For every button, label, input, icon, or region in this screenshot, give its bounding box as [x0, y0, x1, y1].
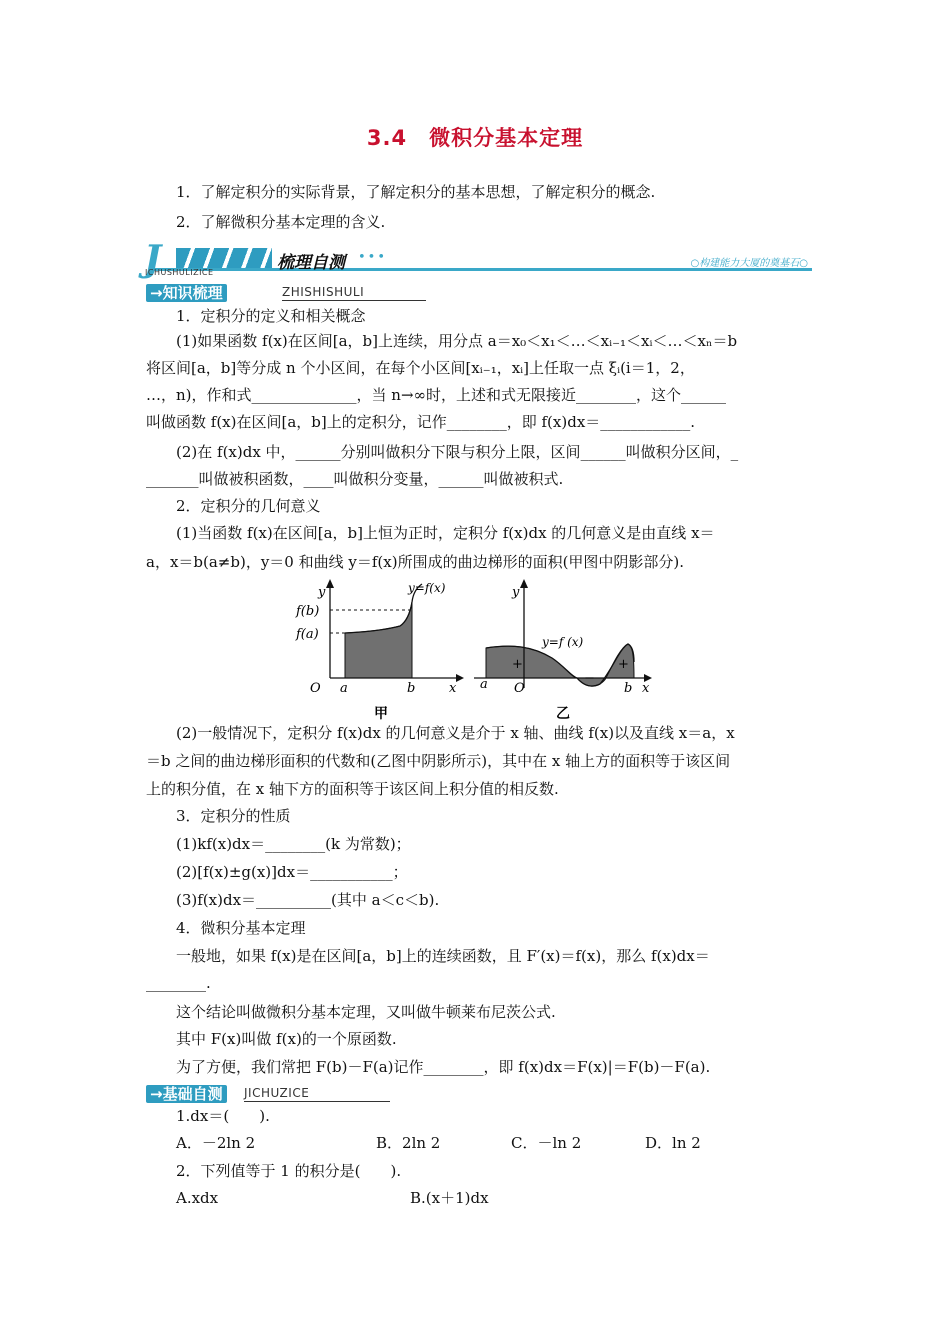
yi-origin-label: O	[514, 681, 525, 696]
banner-stripes	[176, 248, 272, 268]
s3-line3: (3)f(x)dx＝__________(其中 a＜c＜b).	[176, 891, 440, 909]
jia-a-label: a	[340, 681, 348, 696]
yi-plus-left: +	[512, 657, 523, 672]
yi-curve-label: y=f (x)	[542, 635, 584, 649]
figure-yi	[472, 578, 657, 720]
jia-fa-label: f(a)	[296, 627, 319, 642]
yi-y-arrow	[520, 579, 528, 588]
s2-heading: 2．定积分的几何意义	[176, 497, 321, 515]
s1-p1-line1: (1)如果函数 f(x)在区间[a，b]上连续，用分点 a＝x₀＜x₁＜…＜xᵢ₋₁＜xᵢ＜…＜xₙ＝b	[176, 332, 738, 350]
yi-plus-right: +	[618, 657, 629, 672]
s1-p2-line1: (2)在 f(x)dx 中，______分别叫做积分下限与积分上限，区间______叫做积分区间，_	[176, 443, 739, 461]
q2-option-a: A.xdx	[176, 1189, 219, 1207]
q2-stem: 2．下列值等于 1 的积分是( ).	[176, 1162, 402, 1180]
q1-option-d: D．ln 2	[645, 1134, 701, 1152]
jia-b-label: b	[407, 681, 416, 696]
banner-dots: •••	[358, 250, 388, 265]
s1-p1-line4: 叫做函数 f(x)在区间[a，b]上的定积分，记作________，即 f(x)dx＝____________.	[146, 413, 696, 431]
s4-line2: ________.	[146, 974, 211, 992]
s1-p1-line3: …，n)，作和式______________，当 n→∞时，上述和式无限接近________，这个______	[146, 386, 727, 404]
s2-p1-line1: (1)当函数 f(x)在区间[a，b]上恒为正时，定积分 f(x)dx 的几何意义是由直线 x＝	[176, 524, 715, 542]
section-banner	[140, 238, 812, 280]
yi-positive-region-left	[486, 646, 577, 678]
jia-caption: 甲	[374, 706, 388, 720]
basic-tag-pinyin: JICHUZICE	[244, 1085, 390, 1102]
yi-caption: 乙	[556, 706, 570, 720]
s4-line5: 为了方便，我们常把 F(b)－F(a)记作________，即 f(x)dx＝F(x)|＝F(b)－F(a).	[176, 1058, 711, 1076]
s1-p1-line2: 将区间[a，b]等分成 n 个小区间，在每个小区间[xᵢ₋₁，xᵢ]上任取一点 ξᵢ(i＝1，2，	[146, 359, 695, 377]
knowledge-tag-pinyin: ZHISHISHULI	[282, 284, 426, 301]
s3-line2: (2)[f(x)±g(x)]dx＝___________；	[176, 863, 408, 881]
knowledge-tag: →知识梳理	[146, 284, 227, 302]
s2-p1-line2: a，x＝b(a≠b)，y＝0 和曲线 y＝f(x)所围成的曲边梯形的面积(甲图中阴影部分).	[146, 553, 685, 571]
yi-minus: −	[584, 671, 595, 686]
objective-2: 2．了解微积分基本定理的含义.	[176, 213, 386, 231]
q1-option-b: B．2ln 2	[376, 1134, 441, 1152]
s2-p2-line1: (2)一般情况下，定积分 f(x)dx 的几何意义是介于 x 轴、曲线 f(x)以及直线 x＝a，x	[176, 724, 735, 742]
banner-letter: J	[144, 238, 162, 280]
banner-pinyin: ICHUSHULIZICE	[145, 268, 214, 277]
page-title: 3.4 微积分基本定理	[366, 126, 584, 150]
s2-p2-line2: ＝b 之间的曲边梯形面积的代数和(乙图中阴影所示)，其中在 x 轴上方的面积等于该区间	[146, 752, 731, 770]
yi-b-label: b	[624, 681, 633, 696]
figure-jia	[290, 578, 465, 720]
jia-shaded-region	[345, 602, 412, 678]
objective-1: 1．了解定积分的实际背景，了解定积分的基本思想，了解定积分的概念.	[176, 183, 656, 201]
q2-option-b: B.(x＋1)dx	[410, 1189, 489, 1207]
s4-heading: 4．微积分基本定理	[176, 919, 306, 937]
s4-line1: 一般地，如果 f(x)是在区间[a，b]上的连续函数，且 F′(x)＝f(x)，那么 f(x)dx＝	[176, 947, 710, 965]
yi-x-label: x	[642, 681, 650, 696]
s4-line4: 其中 F(x)叫做 f(x)的一个原函数.	[176, 1030, 397, 1048]
s4-line3: 这个结论叫做微积分基本定理，又叫做牛顿莱布尼茨公式.	[176, 1003, 556, 1021]
s1-heading: 1．定积分的定义和相关概念	[176, 307, 366, 325]
jia-y-arrow	[326, 579, 334, 588]
banner-title: 梳理自测	[277, 253, 345, 273]
jia-y-label: y	[318, 585, 326, 600]
basic-tag: →基础自测	[146, 1085, 227, 1103]
jia-x-label: x	[449, 681, 457, 696]
banner-motto: ○构建能力大厦的奠基石○	[690, 258, 808, 269]
s3-heading: 3．定积分的性质	[176, 807, 291, 825]
s3-line1: (1)kf(x)dx＝________(k 为常数)；	[176, 835, 411, 853]
yi-a-label: a	[480, 677, 488, 692]
jia-x-arrow	[456, 674, 464, 682]
q1-stem: 1.dx＝( ).	[176, 1107, 270, 1125]
q1-option-c: C．－ln 2	[511, 1134, 582, 1152]
s2-p2-line3: 上的积分值，在 x 轴下方的面积等于该区间上积分值的相反数.	[146, 780, 559, 798]
jia-origin-label: O	[310, 681, 321, 696]
jia-curve-label: y=f(x)	[408, 581, 446, 595]
s1-p2-line2: _______叫做被积函数，____叫做积分变量，______叫做被积式.	[146, 470, 564, 488]
yi-y-label: y	[512, 585, 520, 600]
jia-fb-label: f(b)	[296, 604, 320, 619]
q1-option-a: A．－2ln 2	[176, 1134, 256, 1152]
